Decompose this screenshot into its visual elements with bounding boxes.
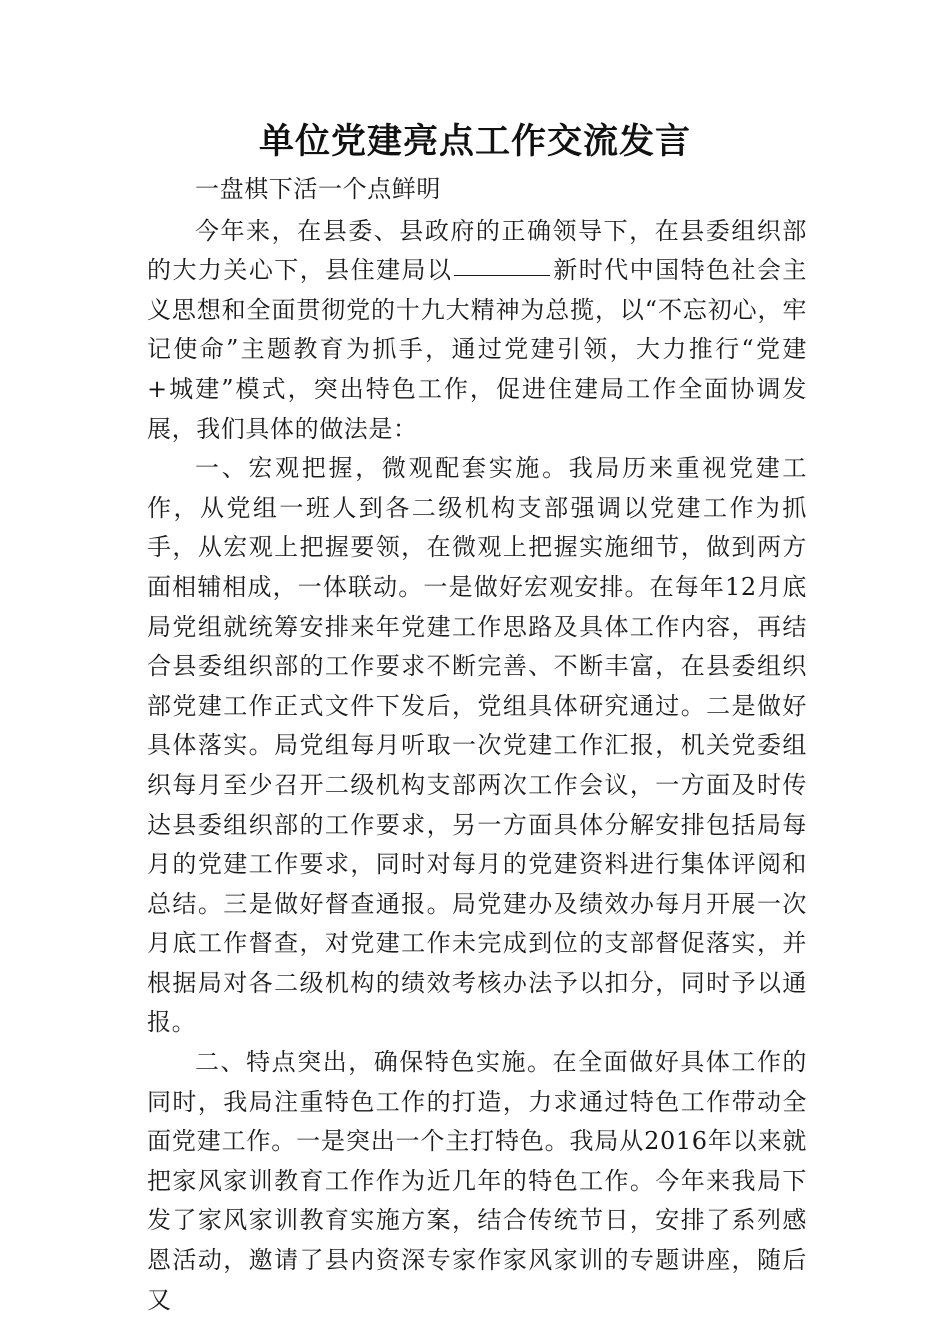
intro-text-after-blank: 新时代中国特色社会主义思想和全面贯彻党的十九大精神为总揽，以“不忘初心，牢记使命”主题教育为抓手，通过党建引领，大力推行“党建+城建”模式，突出特色工作，促进住建局工作全面协调发展，我们具体的做法是： bbox=[147, 256, 807, 443]
intro-text-before-blank: 今年来，在县委、县政府的正确领导下，在县委组织部的大力关心下，县住建局以 bbox=[147, 216, 807, 285]
intro-paragraph bbox=[147, 212, 807, 450]
document-body bbox=[147, 170, 807, 1320]
document-title: 单位党建亮点工作交流发言 bbox=[258, 122, 691, 162]
fill-in-blank bbox=[454, 274, 550, 276]
section-1-paragraph: 一、宏观把握，微观配套实施。我局历来重视党建工作，从党组一班人到各二级机构支部强调以党建工作为抓手，从宏观上把握要领，在微观上把握实施细节，做到两方面相辅相成，一体联动。一是做好宏观安排。在每年12月底局党组就统筹安排来年党建工作思路及具体工作内容，再结合县委组织部的工作要求不断完善、不断丰富，在县委组织部党建工作正式文件下发后，党组具体研究通过。二是做好具体落实。局党组每月听取一次党建工作汇报，机关党委组织每月至少召开二级机构支部两次工作会议，一方面及时传达县委组织部的工作要求，另一方面具体分解安排包括局每月的党建工作要求，同时对每月的党建资料进行集体评阅和总结。三是做好督查通报。局党建办及绩效办每月开展一次月底工作督查，对党建工作未完成到位的支部督促落实，并根据局对各二级机构的绩效考核办法予以扣分，同时予以通报。 bbox=[147, 454, 807, 1037]
section-2-paragraph: 二、特点突出，确保特色实施。在全面做好具体工作的同时，我局注重特色工作的打造，力求通过特色工作带动全面党建工作。一是突出一个主打特色。我局从2016年以来就把家风家训教育工作作为近几年的特色工作。今年来我局下发了家风家训教育实施方案，结合传统节日，安排了系列感恩活动，邀请了县内资深专家作家风家训的专题讲座，随后又 bbox=[147, 1048, 807, 1314]
document-subtitle: 一盘棋下活一个点鲜明 bbox=[195, 175, 441, 203]
